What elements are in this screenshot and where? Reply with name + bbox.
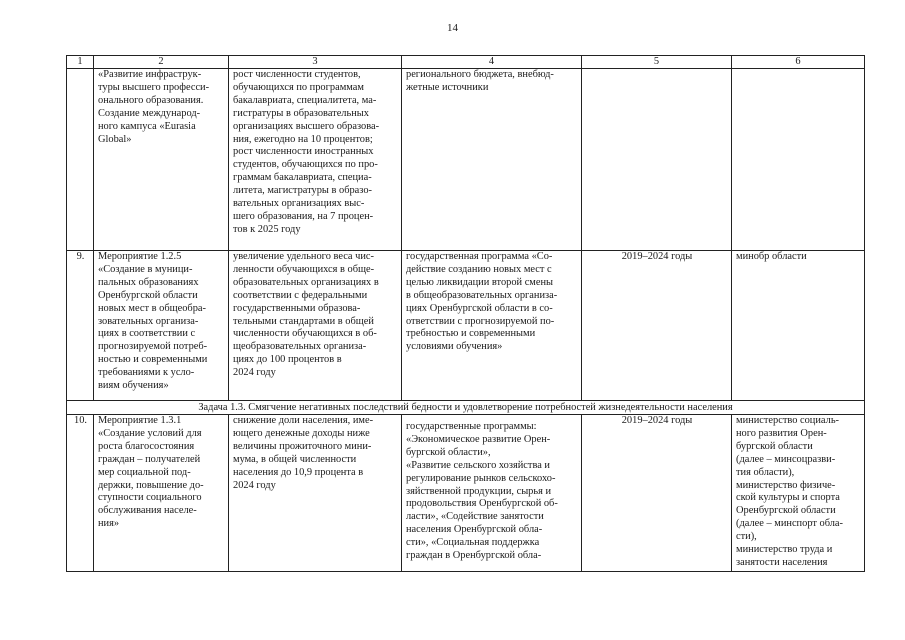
column-header: 5 <box>582 56 732 69</box>
measures-table <box>66 55 865 572</box>
responsible-line: бургской области <box>736 440 813 452</box>
event-line: ния» <box>98 518 120 530</box>
event-line: Мероприятие 1.2.5 <box>98 251 182 262</box>
source-line: целью ликвидации второй смены <box>406 276 554 288</box>
column-header: 6 <box>732 56 865 69</box>
event-line: ступности социального <box>98 492 202 504</box>
source-line: ответствии с прогнозируемой по- <box>406 315 555 327</box>
event-line: зовательных организа- <box>98 315 199 327</box>
responsible-line: тия области), <box>736 466 795 478</box>
indicator-line: ния, ежегодно на 10 процентов; <box>233 133 373 145</box>
indicator-line: населения до 10,9 процента в <box>233 466 364 478</box>
indicator-line: студентов, обучающихся по про- <box>233 159 378 171</box>
event-cell <box>94 69 229 251</box>
source-line: требностью и современными <box>406 328 536 340</box>
event-cell <box>94 415 229 572</box>
event-line: мер социальной под- <box>98 466 191 478</box>
indicator-line: рост численности иностранных <box>233 146 374 158</box>
indicator-line: величины прожиточного мини- <box>233 440 372 452</box>
source-cell <box>402 251 582 401</box>
source-line: действие созданию новых мест с <box>406 263 552 275</box>
indicator-line: гистратуры в образовательных <box>233 107 369 119</box>
event-line: онального образования. <box>98 94 204 106</box>
indicator-line: ющего денежные доходы ниже <box>233 427 370 439</box>
page-number: 14 <box>447 22 458 34</box>
event-line: требованиями к усло- <box>98 367 195 379</box>
indicator-cell <box>229 251 402 401</box>
indicator-line: 2024 году <box>233 367 276 379</box>
source-line: ласти», «Содействие занятости <box>406 511 544 523</box>
responsible-line: (далее – минспорт обла- <box>736 518 843 530</box>
responsible-line: сти), <box>736 531 757 543</box>
event-line: ностью и современными <box>98 354 208 366</box>
indicator-line: образовательных организациях в <box>233 276 379 288</box>
column-header: 3 <box>229 56 402 69</box>
event-line: Оренбургской области <box>98 289 198 301</box>
source-line: населения Оренбургской обла- <box>406 524 543 536</box>
period-cell <box>582 69 732 251</box>
row-number <box>67 69 94 251</box>
event-line: роста благосостояния <box>98 440 195 452</box>
indicator-line: снижение доли населения, име- <box>233 415 374 426</box>
column-number-row <box>67 56 865 69</box>
source-line: государственные программы: <box>406 421 537 432</box>
source-cell <box>402 415 582 572</box>
source-line: условиями обучения» <box>406 341 503 353</box>
indicator-line: шего образования, на 7 процен- <box>233 210 374 222</box>
source-line: в общеобразовательных организа- <box>406 289 558 301</box>
source-line: бургской области», <box>406 446 491 458</box>
source-line: «Экономическое развитие Орен- <box>406 433 551 445</box>
event-line: граждан – получателей <box>98 453 201 465</box>
indicator-line: граммам бакалавриата, специа- <box>233 172 372 184</box>
event-line: ного кампуса «Eurasia <box>98 120 196 132</box>
event-line: новых мест в общеобра- <box>98 302 206 314</box>
table-row <box>67 69 865 251</box>
event-line: пальных образованиях <box>98 276 199 288</box>
responsible-line: министерство социаль- <box>736 415 840 426</box>
event-line: туры высшего професси- <box>98 81 210 93</box>
source-line: государственная программа «Со- <box>406 251 553 262</box>
responsible-cell <box>732 251 865 401</box>
indicator-line: щеобразовательных организа- <box>233 341 367 353</box>
period-cell: 2019–2024 годы <box>582 415 732 572</box>
source-cell <box>402 69 582 251</box>
indicator-line: ленности обучающихся в обще- <box>233 263 375 275</box>
source-line: циях Оренбургской области в со- <box>406 302 553 314</box>
source-line: сти», «Социальная поддержка <box>406 537 540 549</box>
source-line: регулирование рынков сельскохо- <box>406 472 556 484</box>
indicator-line: государственными образова- <box>233 302 361 314</box>
indicator-line: вательных организациях выс- <box>233 198 365 210</box>
column-header: 1 <box>67 56 94 69</box>
event-line: держки, повышение до- <box>98 479 204 491</box>
row-number: 9. <box>67 251 94 401</box>
source-line: граждан в Оренбургской обла- <box>406 550 542 562</box>
responsible-line: (далее – минсоцразви- <box>736 453 836 465</box>
period-cell: 2019–2024 годы <box>582 251 732 401</box>
event-cell <box>94 251 229 401</box>
responsible-line: минобр области <box>736 251 807 262</box>
task-heading-row <box>67 401 865 415</box>
responsible-cell <box>732 415 865 572</box>
indicator-line: мума, в общей численности <box>233 453 357 465</box>
event-line: «Создание в муници- <box>98 263 193 275</box>
event-line: обслуживания населе- <box>98 505 197 517</box>
indicator-line: бакалавриата, специалитета, ма- <box>233 94 377 106</box>
row-number: 10. <box>67 415 94 572</box>
indicator-cell <box>229 69 402 251</box>
table-row <box>67 251 865 401</box>
source-line: зяйственной продукции, сырья и <box>406 485 552 497</box>
indicator-line: тов к 2025 году <box>233 223 301 235</box>
responsible-line: занятости населения <box>736 556 828 568</box>
event-line: «Развитие инфраструк- <box>98 69 202 80</box>
event-line: «Создание условий для <box>98 427 202 439</box>
table-row <box>67 415 865 572</box>
responsible-line: министерство физиче- <box>736 479 836 491</box>
indicator-line: литета, магистратуры в образо- <box>233 185 372 197</box>
indicator-line: соответствии с федеральными <box>233 289 368 301</box>
indicator-line: тельными стандартами в общей <box>233 315 374 327</box>
indicator-line: численности обучающихся в об- <box>233 328 377 340</box>
column-header: 2 <box>94 56 229 69</box>
event-line: Создание международ- <box>98 107 201 119</box>
source-line: продовольствия Оренбургской об- <box>406 498 558 510</box>
indicator-line: рост численности студентов, <box>233 69 361 80</box>
responsible-cell <box>732 69 865 251</box>
indicator-line: 2024 году <box>233 479 276 491</box>
event-line: Global» <box>98 133 132 145</box>
source-line: жетные источники <box>406 81 489 93</box>
indicator-cell <box>229 415 402 572</box>
responsible-line: ской культуры и спорта <box>736 492 840 504</box>
event-line: прогнозируемой потреб- <box>98 341 208 353</box>
event-line: циях в соответствии с <box>98 328 196 340</box>
event-line: виям обучения» <box>98 380 169 392</box>
responsible-line: Оренбургской области <box>736 505 836 517</box>
indicator-line: обучающихся по программам <box>233 81 364 93</box>
indicator-line: организациях высшего образова- <box>233 120 380 132</box>
source-line: регионального бюджета, внебюд- <box>406 69 554 80</box>
responsible-line: ного развития Орен- <box>736 427 827 439</box>
source-line: «Развитие сельского хозяйства и <box>406 459 550 471</box>
column-header: 4 <box>402 56 582 69</box>
indicator-line: увеличение удельного веса чис- <box>233 251 375 262</box>
task-heading: Задача 1.3. Смягчение негативных последствий бедности и удовлетворение потребностей жизнедеятельности населения <box>67 401 865 415</box>
event-line: Мероприятие 1.3.1 <box>98 415 182 426</box>
responsible-line: министерство труда и <box>736 544 833 556</box>
indicator-line: циях до 100 процентов в <box>233 354 342 366</box>
